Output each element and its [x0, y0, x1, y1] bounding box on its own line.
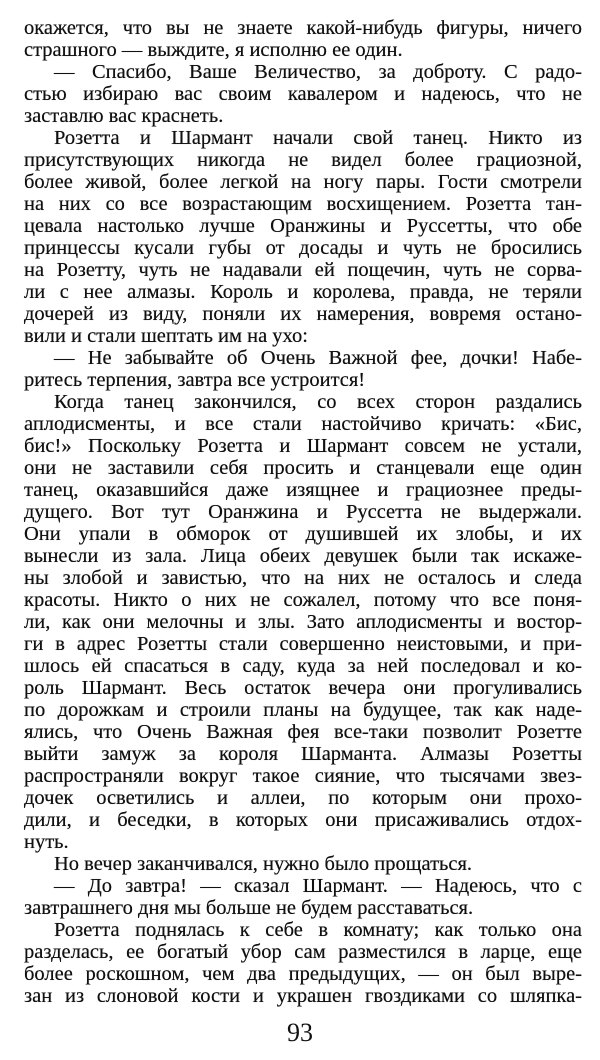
text-line	[24, 699, 582, 721]
text-line-content: распространяли вокруг такое сияние, что тысячами звез-	[24, 765, 582, 787]
text-line-content: Но вечер заканчивался, нужно было прощаться.	[54, 853, 473, 875]
text-line-content: шлось ей спасаться в саду, куда за ней последовал и ко-	[24, 655, 582, 677]
text-line	[24, 633, 582, 655]
text-line-content: дочек осветились и аллеи, по которым они прохо-	[24, 787, 582, 809]
text-line-content: вынесли из зала. Лица обеих девушек были так искаже-	[24, 545, 582, 567]
text-line	[24, 831, 582, 853]
text-line	[24, 941, 582, 963]
text-line-content: бис!» Поскольку Розетта и Шармант совсем не устали,	[24, 435, 582, 457]
text-line-content: стью избираю вас своим кавалером и надеюсь, что не	[24, 83, 582, 105]
text-line-content: на Розетту, чуть не надавали ей пощечин, чуть не сорва-	[24, 259, 582, 281]
text-line	[24, 39, 582, 61]
text-line	[24, 193, 582, 215]
text-line-content: более живой, более легкой на ногу пары. Гости смотрели	[24, 171, 582, 193]
text-line-content: окажется, что вы не знаете какой-нибудь фигуры, ничего	[24, 17, 582, 39]
text-line	[24, 897, 582, 919]
text-line	[24, 17, 582, 39]
text-line	[24, 215, 582, 237]
text-line	[24, 787, 582, 809]
text-line-content: — Не забывайте об Очень Важной фее, дочки! Набе-	[54, 347, 582, 369]
text-line	[24, 127, 582, 149]
text-line	[24, 853, 582, 875]
text-line-content: аплодисменты, и все стали настойчиво кричать: «Бис,	[24, 413, 582, 435]
text-line	[24, 919, 582, 941]
text-line-content: дили, и беседки, в которых они присаживались отдох-	[24, 809, 582, 831]
text-line-content: ги в адрес Розетты стали совершенно неистовыми, и при-	[24, 633, 582, 655]
text-line-content: выйти замуж за короля Шарманта. Алмазы Розетты	[24, 743, 582, 765]
text-line	[24, 655, 582, 677]
text-line-content: присутствующих никогда не видел более грациозной,	[24, 149, 582, 171]
text-line-content: танец, оказавшийся даже изящнее и грациознее преды-	[24, 479, 582, 501]
text-line-content: Когда танец закончился, со всех сторон раздались	[54, 391, 582, 413]
text-line-content: на них со все возрастающим восхищением. Розетта тан-	[24, 193, 582, 215]
text-line-content: — Спасибо, Ваше Величество, за доброту. С радо-	[54, 61, 582, 83]
text-line	[24, 677, 582, 699]
text-line	[24, 963, 582, 985]
text-line-content: дущего. Вот тут Оранжина и Руссетта не выдержали.	[24, 501, 582, 523]
text-line	[24, 611, 582, 633]
text-line	[24, 281, 582, 303]
text-line-content: заставлю вас краснеть.	[24, 105, 224, 127]
text-line-content: вили и стали шептать им на ухо:	[24, 325, 308, 347]
book-page-body	[24, 17, 582, 1007]
text-line	[24, 83, 582, 105]
text-line	[24, 809, 582, 831]
text-line	[24, 413, 582, 435]
text-line	[24, 523, 582, 545]
text-line	[24, 765, 582, 787]
text-line-content: нуть.	[24, 831, 69, 853]
text-line-content: Они упали в обморок от душившей их злобы, и их	[24, 523, 582, 545]
text-line-content: зан из слоновой кости и украшен гвоздиками со шляпка-	[24, 985, 582, 1007]
text-line	[24, 589, 582, 611]
text-line	[24, 501, 582, 523]
text-line-content: завтрашнего дня мы больше не будем расставаться.	[24, 897, 474, 919]
text-line-content: разделась, ее богатый убор сам разместился в ларце, еще	[24, 941, 582, 963]
text-line-content: ны злобой и завистью, что на них не осталось и следа	[24, 567, 582, 589]
text-line	[24, 479, 582, 501]
text-line-content: цевала настолько лучше Оранжины и Руссетты, что обе	[24, 215, 582, 237]
text-line-content: — До завтра! — сказал Шармант. — Надеюсь, что с	[54, 875, 582, 897]
text-line-content: ли, как они мелочны и злы. Зато аплодисменты и востор-	[24, 611, 582, 633]
text-line-content: принцессы кусали губы от досады и чуть не бросились	[24, 237, 582, 259]
text-line	[24, 369, 582, 391]
text-line	[24, 149, 582, 171]
text-line-content: ялись, что Очень Важная фея все-таки позволит Розетте	[24, 721, 582, 743]
text-line	[24, 721, 582, 743]
text-line	[24, 61, 582, 83]
text-line-content: они не заставили себя просить и станцевали еще один	[24, 457, 582, 479]
text-line-content: ли с нее алмазы. Король и королева, правда, не теряли	[24, 281, 582, 303]
text-line	[24, 303, 582, 325]
text-line	[24, 237, 582, 259]
text-line	[24, 347, 582, 369]
text-line	[24, 567, 582, 589]
text-line-content: Розетта поднялась к себе в комнату; как только она	[54, 919, 582, 941]
text-line	[24, 435, 582, 457]
page-number: 93	[287, 1018, 313, 1047]
text-line-content: дочерей из виду, поняли их намерения, вовремя остано-	[24, 303, 582, 325]
text-line	[24, 259, 582, 281]
text-line-content: страшного — выждите, я исполню ее один.	[24, 39, 403, 61]
text-line	[24, 325, 582, 347]
text-line	[24, 171, 582, 193]
text-line	[24, 391, 582, 413]
text-line-content: роль Шармант. Весь остаток вечера они прогуливались	[24, 677, 582, 699]
text-line	[24, 457, 582, 479]
text-line-content: Розетта и Шармант начали свой танец. Никто из	[54, 127, 582, 149]
text-line	[24, 985, 582, 1007]
text-line-content: по дорожкам и строили планы на будущее, так как наде-	[24, 699, 582, 721]
text-line	[24, 105, 582, 127]
text-line	[24, 545, 582, 567]
text-line	[24, 875, 582, 897]
text-line-content: более роскошном, чем два предыдущих, — он был выре-	[24, 963, 582, 985]
text-line-content: ритесь терпения, завтра все устроится!	[24, 369, 366, 391]
text-line-content: красоты. Никто о них не сожалел, потому что все поня-	[24, 589, 582, 611]
text-line	[24, 743, 582, 765]
